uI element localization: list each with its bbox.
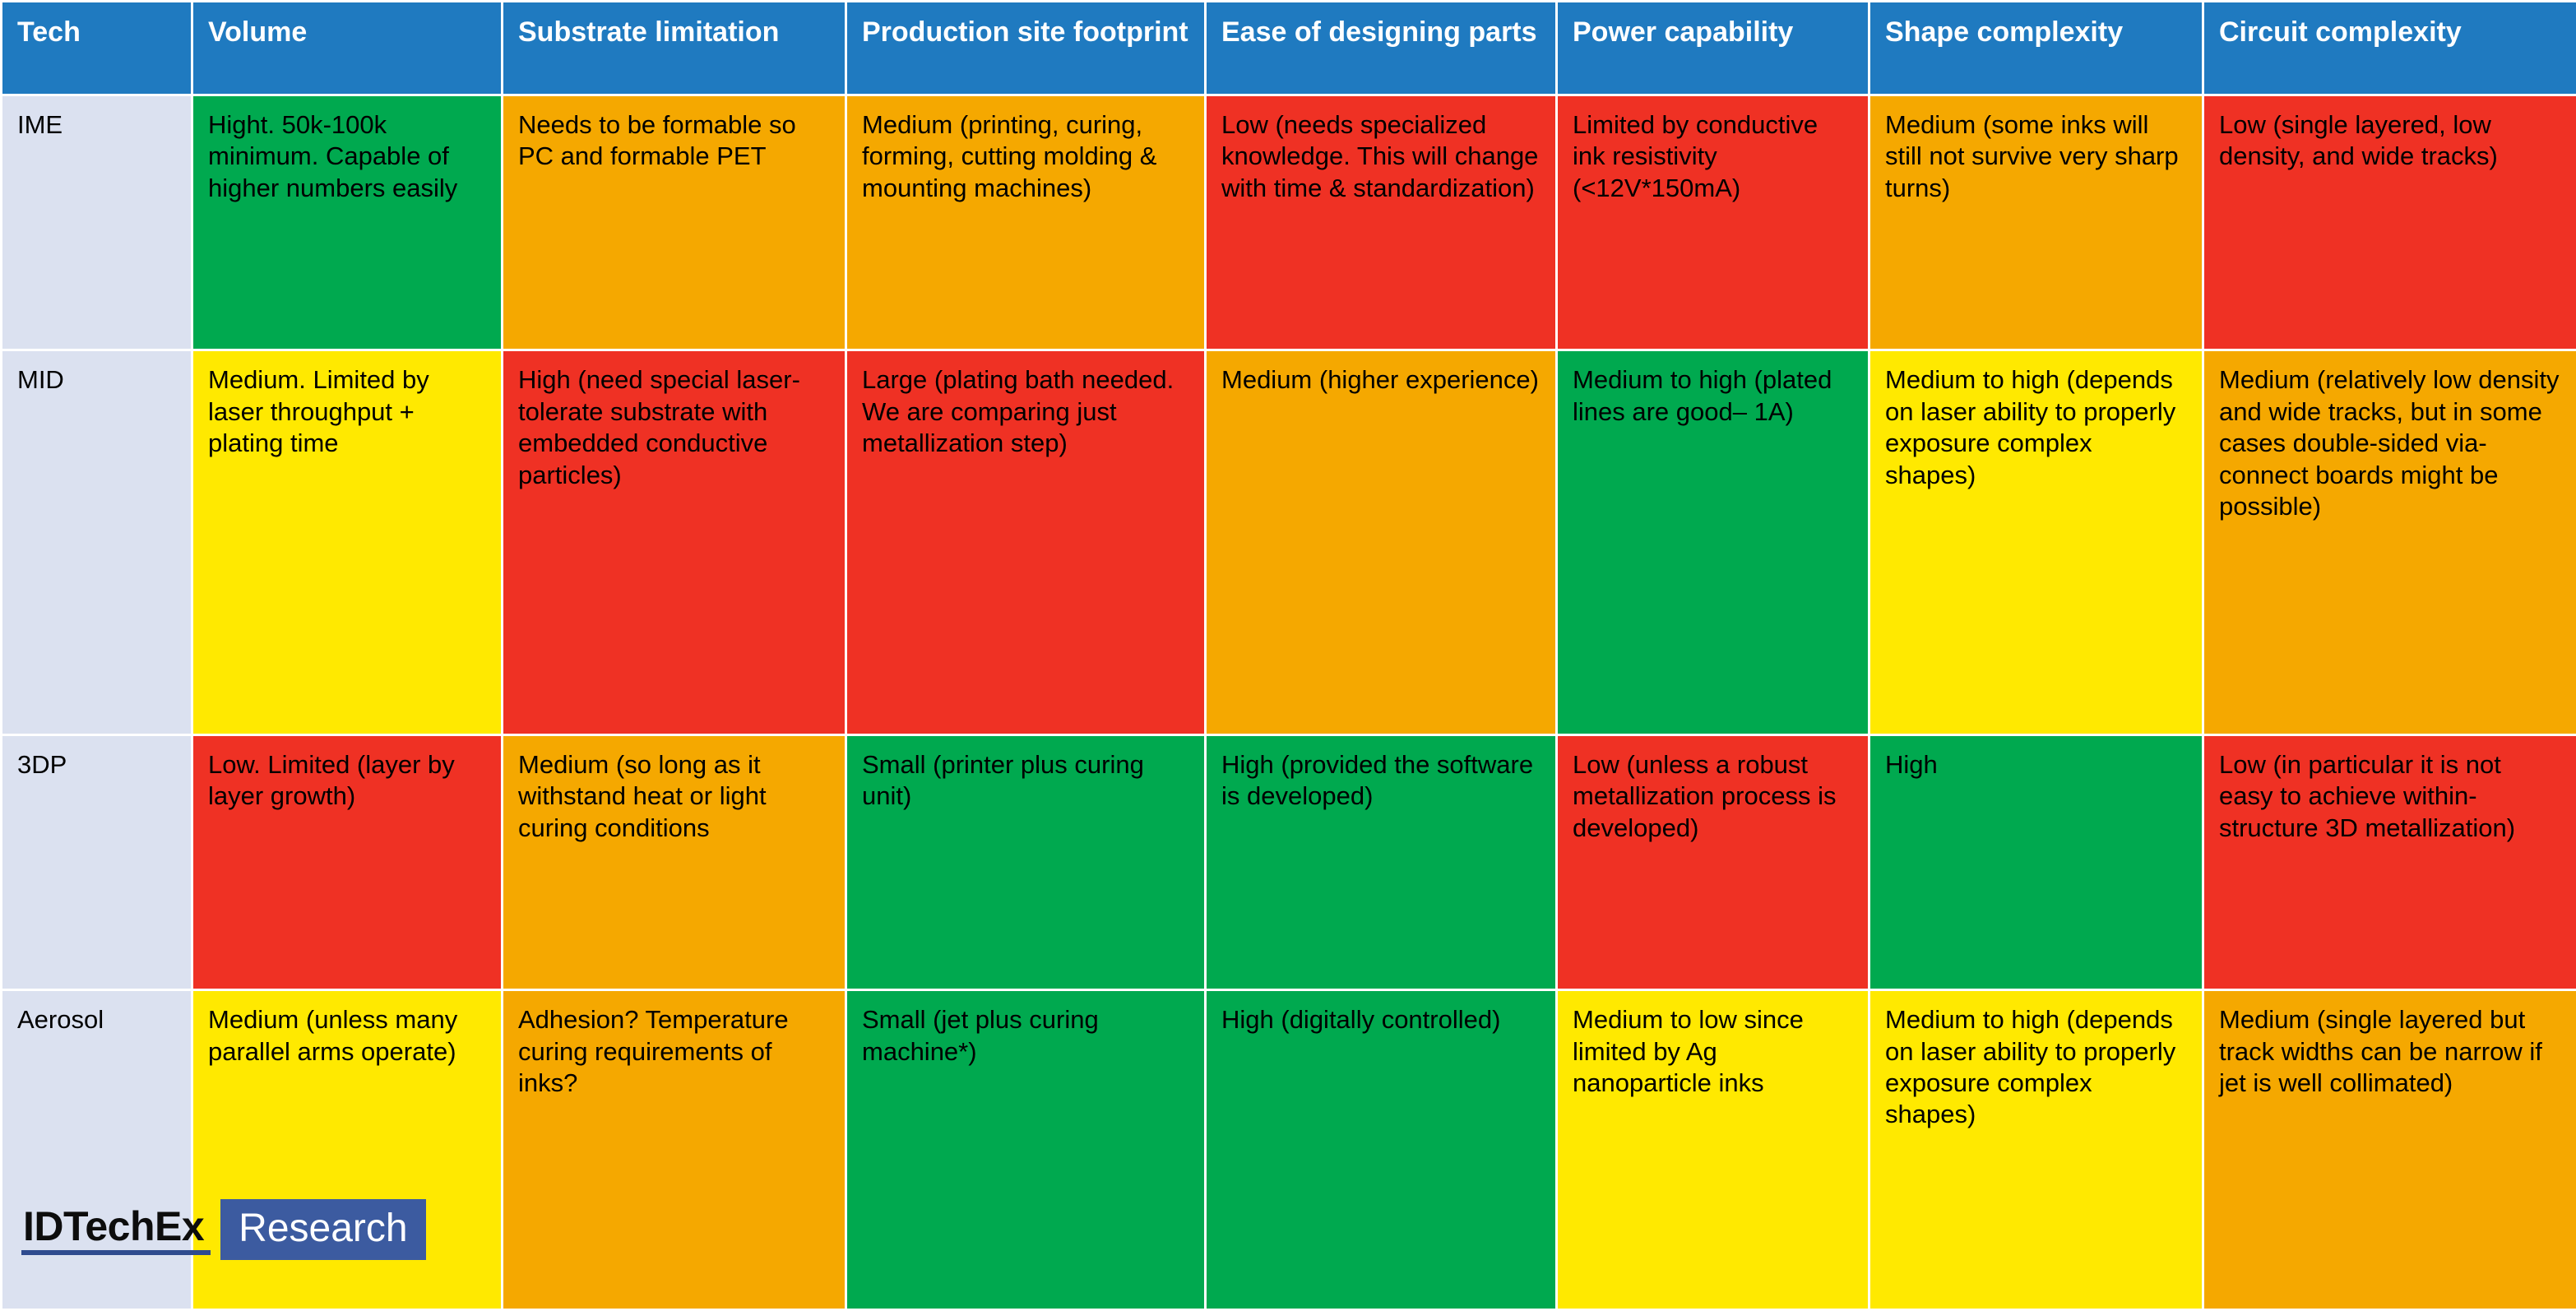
column-header-circuit-complexity: Circuit complexity <box>2203 2 2576 95</box>
table-body <box>2 95 2576 1310</box>
column-header-power-capability: Power capability <box>1557 2 1869 95</box>
cell-ime-circuit-complexity: Low (single layered, low density, and wide tracks) <box>2203 95 2576 350</box>
cell-aerosol-circuit-complexity: Medium (single layered but track widths can be narrow if jet is well collimated) <box>2203 990 2576 1310</box>
cell-3dp-volume: Low. Limited (layer by layer growth) <box>192 734 503 989</box>
cell-ime-power-capability: Limited by conductive ink resistivity (<12V*150mA) <box>1557 95 1869 350</box>
column-header-tech: Tech <box>2 2 192 95</box>
cell-ime-production-site-footprint: Medium (printing, curing, forming, cutting molding & mounting machines) <box>846 95 1206 350</box>
row-label-3dp: 3DP <box>2 734 192 989</box>
cell-aerosol-power-capability: Medium to low since limited by Ag nanoparticle inks <box>1557 990 1869 1310</box>
cell-mid-substrate-limitation: High (need special laser-tolerate substrate with embedded conductive particles) <box>503 350 846 734</box>
cell-mid-ease-of-designing-parts: Medium (higher experience) <box>1206 350 1557 734</box>
cell-3dp-ease-of-designing-parts: High (provided the software is developed) <box>1206 734 1557 989</box>
cell-aerosol-production-site-footprint: Small (jet plus curing machine*) <box>846 990 1206 1310</box>
cell-aerosol-substrate-limitation: Adhesion? Temperature curing requirements of inks? <box>503 990 846 1310</box>
logo-brand-text: IDTechEx <box>21 1204 211 1255</box>
cell-mid-production-site-footprint: Large (plating bath needed. We are comparing just metallization step) <box>846 350 1206 734</box>
column-header-shape-complexity: Shape complexity <box>1869 2 2203 95</box>
cell-3dp-power-capability: Low (unless a robust metallization process is developed) <box>1557 734 1869 989</box>
cell-3dp-circuit-complexity: Low (in particular it is not easy to achieve within-structure 3D metallization) <box>2203 734 2576 989</box>
cell-mid-shape-complexity: Medium to high (depends on laser ability to properly exposure complex shapes) <box>1869 350 2203 734</box>
row-label-aerosol: Aerosol <box>2 990 192 1310</box>
cell-aerosol-ease-of-designing-parts: High (digitally controlled) <box>1206 990 1557 1310</box>
table-row <box>2 734 2576 989</box>
row-label-mid: MID <box>2 350 192 734</box>
cell-3dp-production-site-footprint: Small (printer plus curing unit) <box>846 734 1206 989</box>
column-header-production-site-footprint: Production site footprint <box>846 2 1206 95</box>
cell-mid-circuit-complexity: Medium (relatively low density and wide tracks, but in some cases double-sided via-connect boards might be possible) <box>2203 350 2576 734</box>
cell-aerosol-shape-complexity: Medium to high (depends on laser ability to properly exposure complex shapes) <box>1869 990 2203 1310</box>
cell-ime-ease-of-designing-parts: Low (needs specialized knowledge. This will change with time & standardization) <box>1206 95 1557 350</box>
column-header-volume: Volume <box>192 2 503 95</box>
cell-aerosol-volume: Medium (unless many parallel arms operate) <box>192 990 503 1310</box>
cell-mid-volume: Medium. Limited by laser throughput + plating time <box>192 350 503 734</box>
table-header-row <box>2 2 2576 95</box>
logo-product-text: Research <box>220 1199 425 1260</box>
column-header-ease-of-designing-parts: Ease of designing parts <box>1206 2 1557 95</box>
table-header <box>2 2 2576 95</box>
cell-mid-power-capability: Medium to high (plated lines are good– 1A) <box>1557 350 1869 734</box>
idtechex-logo <box>21 1199 426 1260</box>
column-header-substrate-limitation: Substrate limitation <box>503 2 846 95</box>
cell-ime-substrate-limitation: Needs to be formable so PC and formable PET <box>503 95 846 350</box>
table-row <box>2 95 2576 350</box>
cell-3dp-substrate-limitation: Medium (so long as it withstand heat or light curing conditions <box>503 734 846 989</box>
table-row <box>2 350 2576 734</box>
row-label-ime: IME <box>2 95 192 350</box>
cell-ime-shape-complexity: Medium (some inks will still not survive very sharp turns) <box>1869 95 2203 350</box>
cell-ime-volume: Hight. 50k-100k minimum. Capable of higher numbers easily <box>192 95 503 350</box>
table-row <box>2 990 2576 1310</box>
cell-3dp-shape-complexity: High <box>1869 734 2203 989</box>
